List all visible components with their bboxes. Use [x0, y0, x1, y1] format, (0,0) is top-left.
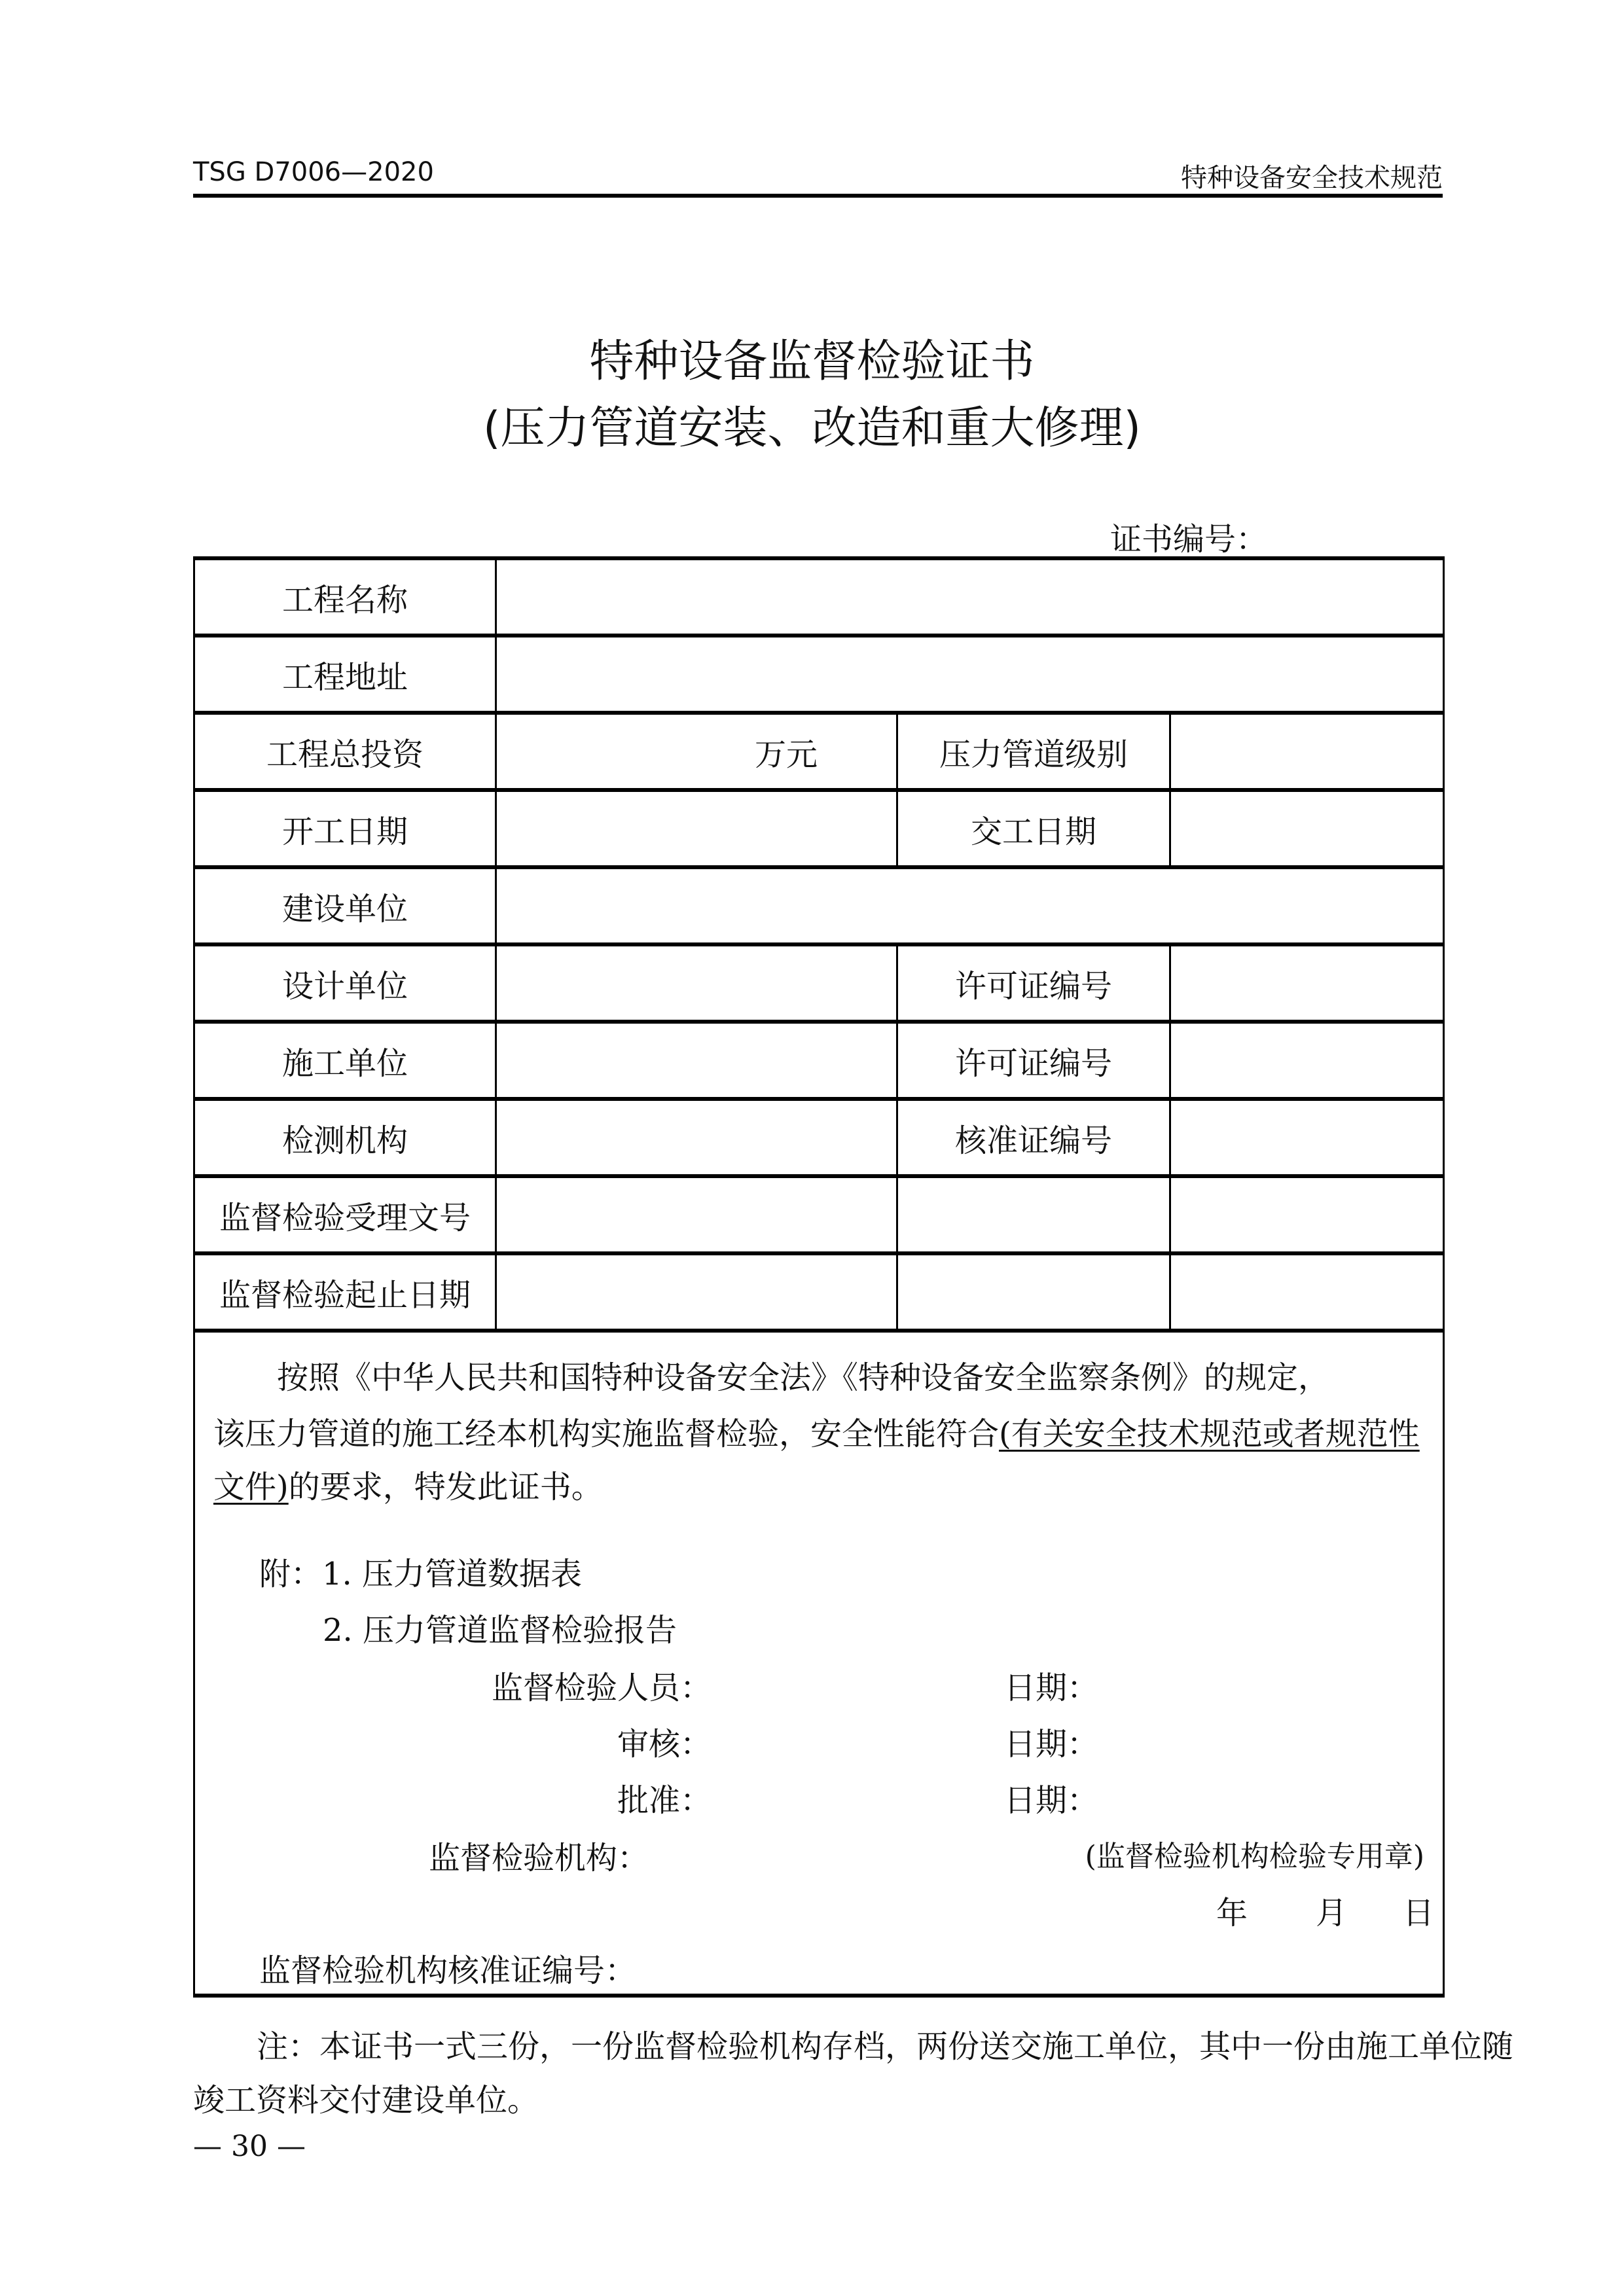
table-row: [194, 944, 1444, 1022]
date-day: 日: [1403, 1895, 1435, 1931]
reviewer-label: 审核：: [617, 1726, 712, 1763]
statement-cell: [194, 1331, 1444, 1996]
table-row: [194, 867, 1444, 944]
table-row: [194, 1331, 1444, 1996]
field-project-name[interactable]: [496, 558, 1444, 636]
field-start-date[interactable]: [496, 790, 897, 867]
org-approval-number-label: 监督检验机构核准证编号：: [259, 1952, 637, 1989]
approver-date-label: 日期：: [1004, 1782, 1099, 1819]
table-row: [194, 558, 1444, 636]
label-pipeline-grade: 压力管道级别: [897, 713, 1170, 790]
certificate-number-label: 证书编号：: [1110, 521, 1268, 558]
header-rule: [193, 194, 1443, 198]
label-start-date: 开工日期: [194, 790, 496, 867]
table-row: [194, 1253, 1444, 1331]
page-subtitle: (压力管道安装、改造和重大修理): [482, 403, 1142, 454]
label-construction-license: 许可证编号: [897, 1022, 1170, 1099]
certificate-form: [193, 556, 1445, 1998]
field-total-investment[interactable]: [496, 713, 897, 790]
page-number: — 30 —: [193, 2130, 306, 2163]
field-design-unit[interactable]: [496, 944, 897, 1022]
inspector-date-label: 日期：: [1004, 1670, 1099, 1706]
label-acceptance-doc-no: 监督检验受理文号: [194, 1176, 496, 1253]
field-construction-license[interactable]: [1170, 1022, 1444, 1099]
date-year: 年: [1216, 1895, 1248, 1931]
page-title: 特种设备监督检验证书: [589, 336, 1035, 387]
investment-unit: 万元: [754, 736, 818, 773]
date-month: 月: [1316, 1895, 1348, 1931]
document-code: TSG D7006—2020: [193, 157, 434, 187]
field-inspection-period-1[interactable]: [496, 1253, 897, 1331]
field-acceptance-doc-no-2[interactable]: [897, 1176, 1170, 1253]
field-owner-unit[interactable]: [496, 867, 1444, 944]
label-testing-org: 检测机构: [194, 1099, 496, 1176]
table-row: [194, 713, 1444, 790]
table-row: [194, 1099, 1444, 1176]
label-design-unit: 设计单位: [194, 944, 496, 1022]
label-project-name: 工程名称: [194, 558, 496, 636]
attachment-1: 附：1. 压力管道数据表: [259, 1556, 583, 1592]
statement-standard-reference-end: 文件): [213, 1469, 289, 1505]
statement-standard-reference: (有关安全技术规范或者规范性: [999, 1416, 1420, 1452]
field-inspection-period-2[interactable]: [897, 1253, 1170, 1331]
field-pipeline-grade[interactable]: [1170, 713, 1444, 790]
table-row: [194, 636, 1444, 713]
label-construction-unit: 施工单位: [194, 1022, 496, 1099]
label-total-investment: 工程总投资: [194, 713, 496, 790]
reviewer-date-label: 日期：: [1004, 1726, 1099, 1763]
field-testing-org[interactable]: [496, 1099, 897, 1176]
inspector-label: 监督检验人员：: [491, 1670, 712, 1706]
field-design-license[interactable]: [1170, 944, 1444, 1022]
label-testing-approval: 核准证编号: [897, 1099, 1170, 1176]
field-inspection-period-3[interactable]: [1170, 1253, 1444, 1331]
approver-label: 批准：: [617, 1782, 712, 1819]
field-project-address[interactable]: [496, 636, 1444, 713]
seal-note: (监督检验机构检验专用章): [1085, 1840, 1424, 1873]
field-testing-approval[interactable]: [1170, 1099, 1444, 1176]
statement-line-2: [213, 1408, 1420, 1454]
label-design-license: 许可证编号: [897, 944, 1170, 1022]
attachment-2: 2. 压力管道监督检验报告: [323, 1612, 677, 1649]
document-series: 特种设备安全技术规范: [1181, 163, 1443, 193]
inspection-org-label: 监督检验机构：: [429, 1840, 649, 1876]
label-project-address: 工程地址: [194, 636, 496, 713]
statement-line-2-text: 该压力管道的施工经本机构实施监督检验，安全性能符合: [213, 1416, 1000, 1452]
field-construction-unit[interactable]: [496, 1022, 897, 1099]
note-line-2: 竣工资料交付建设单位。: [193, 2082, 539, 2119]
label-owner-unit: 建设单位: [194, 867, 496, 944]
field-acceptance-doc-no-3[interactable]: [1170, 1176, 1444, 1253]
statement-line-1: 按照《中华人民共和国特种设备安全法》《特种设备安全监察条例》的规定，: [277, 1359, 1330, 1396]
label-handover-date: 交工日期: [897, 790, 1170, 867]
table-row: [194, 1022, 1444, 1099]
field-acceptance-doc-no-1[interactable]: [496, 1176, 897, 1253]
field-handover-date[interactable]: [1170, 790, 1444, 867]
statement-line-3-text: 的要求，特发此证书。: [288, 1469, 603, 1505]
statement-line-3: [213, 1462, 603, 1507]
label-inspection-period: 监督检验起止日期: [194, 1253, 496, 1331]
note-line-1: 注：本证书一式三份，一份监督检验机构存档，两份送交施工单位，其中一份由施工单位随: [257, 2028, 1514, 2065]
table-row: [194, 1176, 1444, 1253]
table-row: [194, 790, 1444, 867]
